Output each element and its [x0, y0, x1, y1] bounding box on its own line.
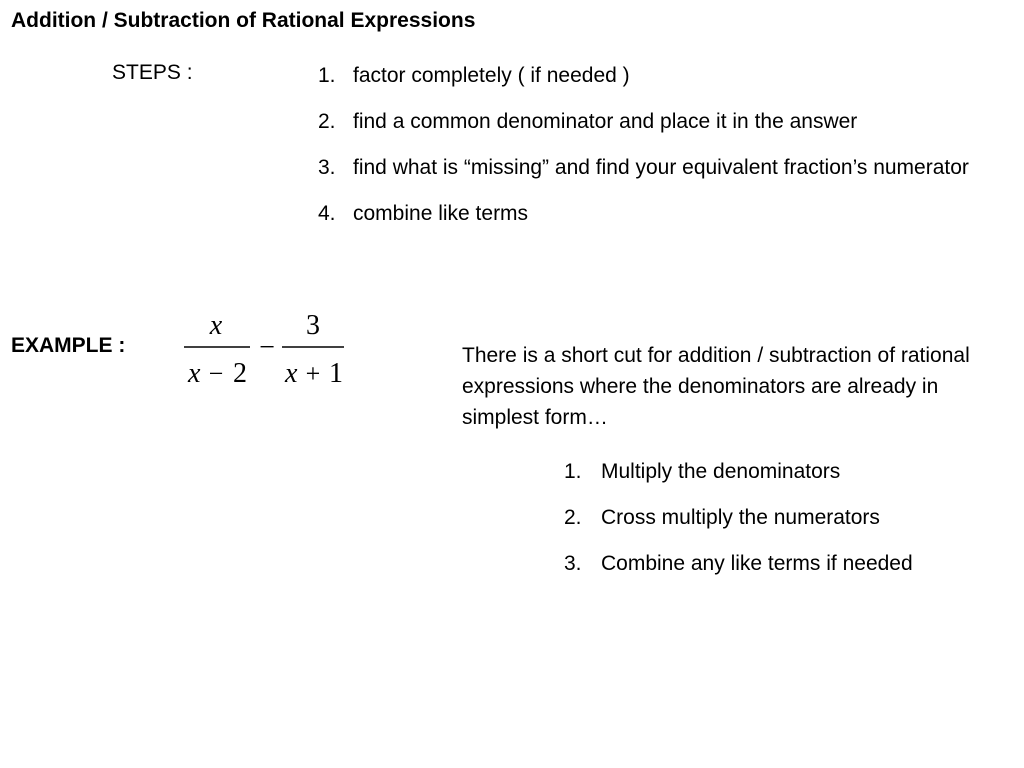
shortcut-item: [564, 549, 1004, 579]
fraction2-denominator-operator: +: [305, 359, 321, 388]
step-text: find a common denominator and place it in the answer: [353, 110, 858, 133]
fraction1-denominator-constant: 2: [233, 358, 247, 389]
shortcut-text: Cross multiply the numerators: [601, 506, 880, 529]
steps-list: [318, 61, 998, 245]
shortcut-text: Multiply the denominators: [601, 460, 841, 483]
step-text: factor completely ( if needed ): [353, 64, 630, 87]
shortcut-intro: There is a short cut for addition / subtraction of rational expressions where the denominators are already in simplest form…: [462, 344, 970, 429]
fraction2-denominator-constant: 1: [329, 358, 343, 389]
step-text: combine like terms: [353, 202, 529, 225]
minus-operator: −: [259, 332, 275, 363]
fraction1-numerator: x: [209, 310, 223, 341]
shortcut-number: 3.: [564, 552, 582, 575]
shortcut-number: 2.: [564, 506, 582, 529]
fraction2-numerator: 3: [306, 310, 320, 341]
fraction1-denominator-operator: −: [208, 359, 224, 388]
shortcut-item: [564, 457, 1004, 487]
step-item: [318, 153, 998, 183]
page-title: Addition / Subtraction of Rational Expressions: [11, 9, 476, 32]
shortcut-item: [564, 503, 1004, 533]
step-number: 2.: [318, 110, 336, 133]
step-number: 3.: [318, 156, 336, 179]
example-expression: [178, 304, 358, 394]
shortcut-list: [564, 457, 1004, 595]
shortcut-text: Combine any like terms if needed: [601, 552, 913, 575]
step-item: [318, 61, 998, 91]
shortcut-number: 1.: [564, 460, 582, 483]
step-text: find what is “missing” and find your equivalent fraction’s numerator: [353, 156, 969, 179]
fraction2-denominator-variable: x: [285, 358, 298, 389]
step-number: 1.: [318, 64, 336, 87]
step-item: [318, 107, 998, 137]
example-label: EXAMPLE :: [11, 334, 126, 357]
step-item: [318, 199, 998, 229]
fraction1-denominator-variable: x: [188, 358, 201, 389]
step-number: 4.: [318, 202, 336, 225]
steps-label: STEPS :: [112, 61, 193, 84]
